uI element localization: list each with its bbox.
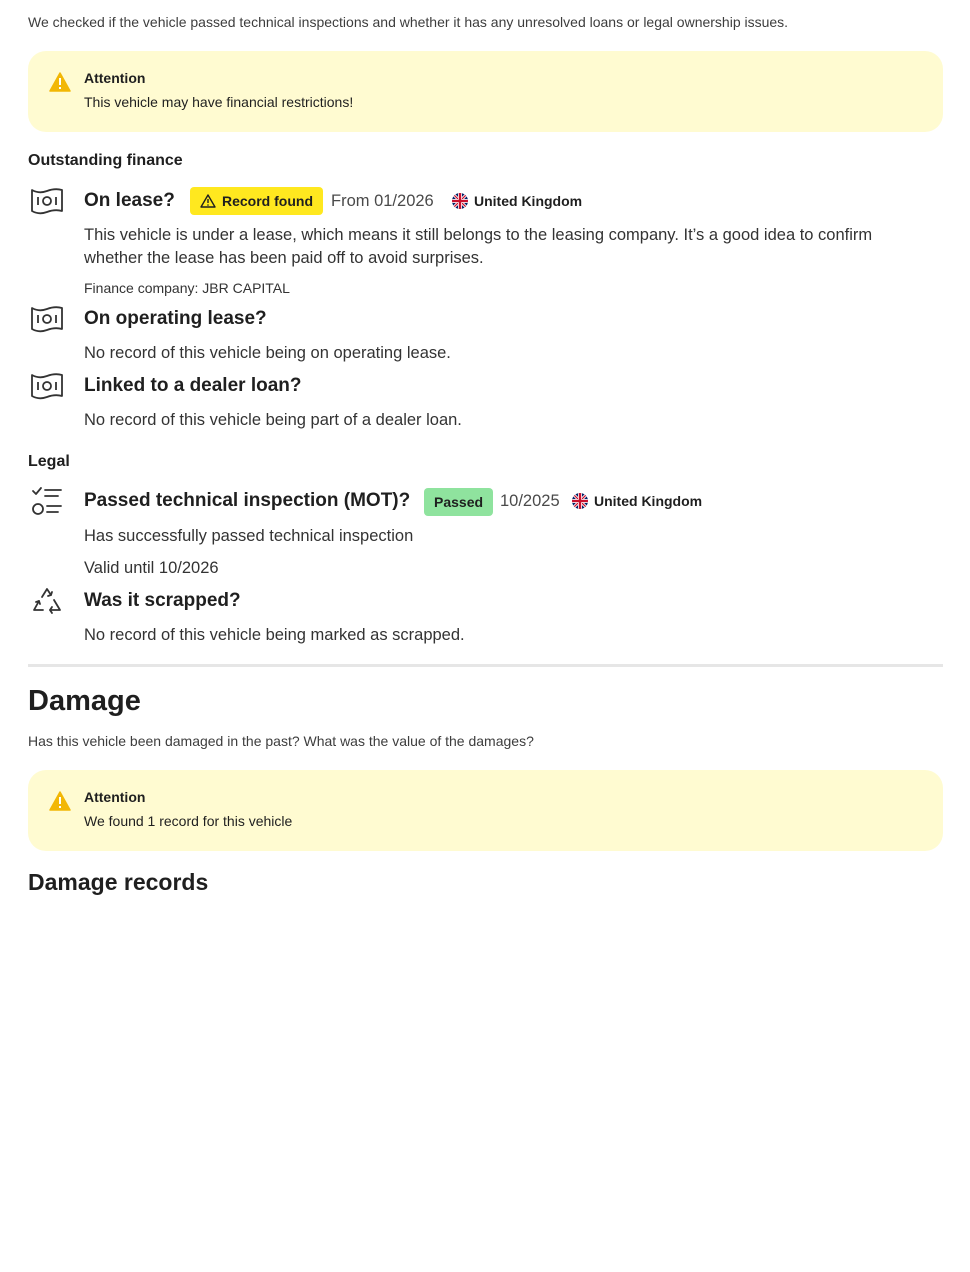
warning-icon — [49, 791, 71, 811]
mot-description: Has successfully passed technical inspection — [84, 527, 414, 545]
damage-intro-text: Has this vehicle been damaged in the past? What was the value of the damages? — [28, 733, 534, 749]
recycle-icon — [30, 586, 64, 616]
checklist-icon — [30, 486, 64, 516]
mot-country — [572, 493, 702, 509]
operating-lease-title: On operating lease? — [84, 308, 267, 329]
record-found-badge — [190, 187, 323, 215]
mot-date: 10/2025 — [500, 492, 560, 510]
finance-alert — [28, 51, 943, 132]
operating-lease-description: No record of this vehicle being on operating lease. — [84, 344, 451, 362]
dealer-loan-description: No record of this vehicle being part of a dealer loan. — [84, 411, 462, 429]
mot-valid-until: Valid until 10/2026 — [84, 559, 219, 577]
finance-company: Finance company: JBR CAPITAL — [84, 280, 290, 296]
legal-heading: Legal — [28, 453, 70, 470]
on-lease-title: On lease? — [84, 190, 175, 211]
outstanding-finance-heading: Outstanding finance — [28, 152, 183, 169]
country-label: United Kingdom — [594, 493, 703, 509]
warning-icon — [49, 72, 71, 92]
mot-title: Passed technical inspection (MOT)? — [84, 490, 411, 511]
damage-alert — [28, 770, 943, 851]
lease-description: This vehicle is under a lease, which means it still belongs to the leasing company. It’s a good idea to confirm whether the lease has been paid off to avoid surprises. — [84, 226, 873, 267]
uk-flag-icon — [572, 493, 588, 509]
damage-heading: Damage — [28, 685, 141, 717]
banknote-icon — [30, 304, 64, 334]
badge-label: Record found — [222, 193, 313, 209]
warning-outline-icon — [200, 194, 216, 208]
legal-intro-text: We checked if the vehicle passed technical inspections and whether it has any unresolved loans or legal ownership issues. — [28, 14, 789, 30]
section-divider — [28, 664, 943, 667]
lease-country — [452, 193, 582, 209]
scrapped-title: Was it scrapped? — [84, 590, 241, 611]
country-label: United Kingdom — [474, 193, 583, 209]
passed-badge — [424, 488, 493, 516]
uk-flag-icon — [452, 193, 468, 209]
alert-text: This vehicle may have financial restrictions! — [84, 94, 354, 110]
badge-label: Passed — [434, 494, 484, 510]
damage-records-heading: Damage records — [28, 869, 209, 895]
scrapped-description: No record of this vehicle being marked as scrapped. — [84, 626, 465, 644]
dealer-loan-title: Linked to a dealer loan? — [84, 375, 302, 396]
lease-date: From 01/2026 — [331, 192, 434, 210]
alert-title: Attention — [84, 789, 146, 805]
alert-title: Attention — [84, 70, 146, 86]
banknote-icon — [30, 371, 64, 401]
banknote-icon — [30, 186, 64, 216]
alert-text: We found 1 record for this vehicle — [84, 813, 293, 829]
